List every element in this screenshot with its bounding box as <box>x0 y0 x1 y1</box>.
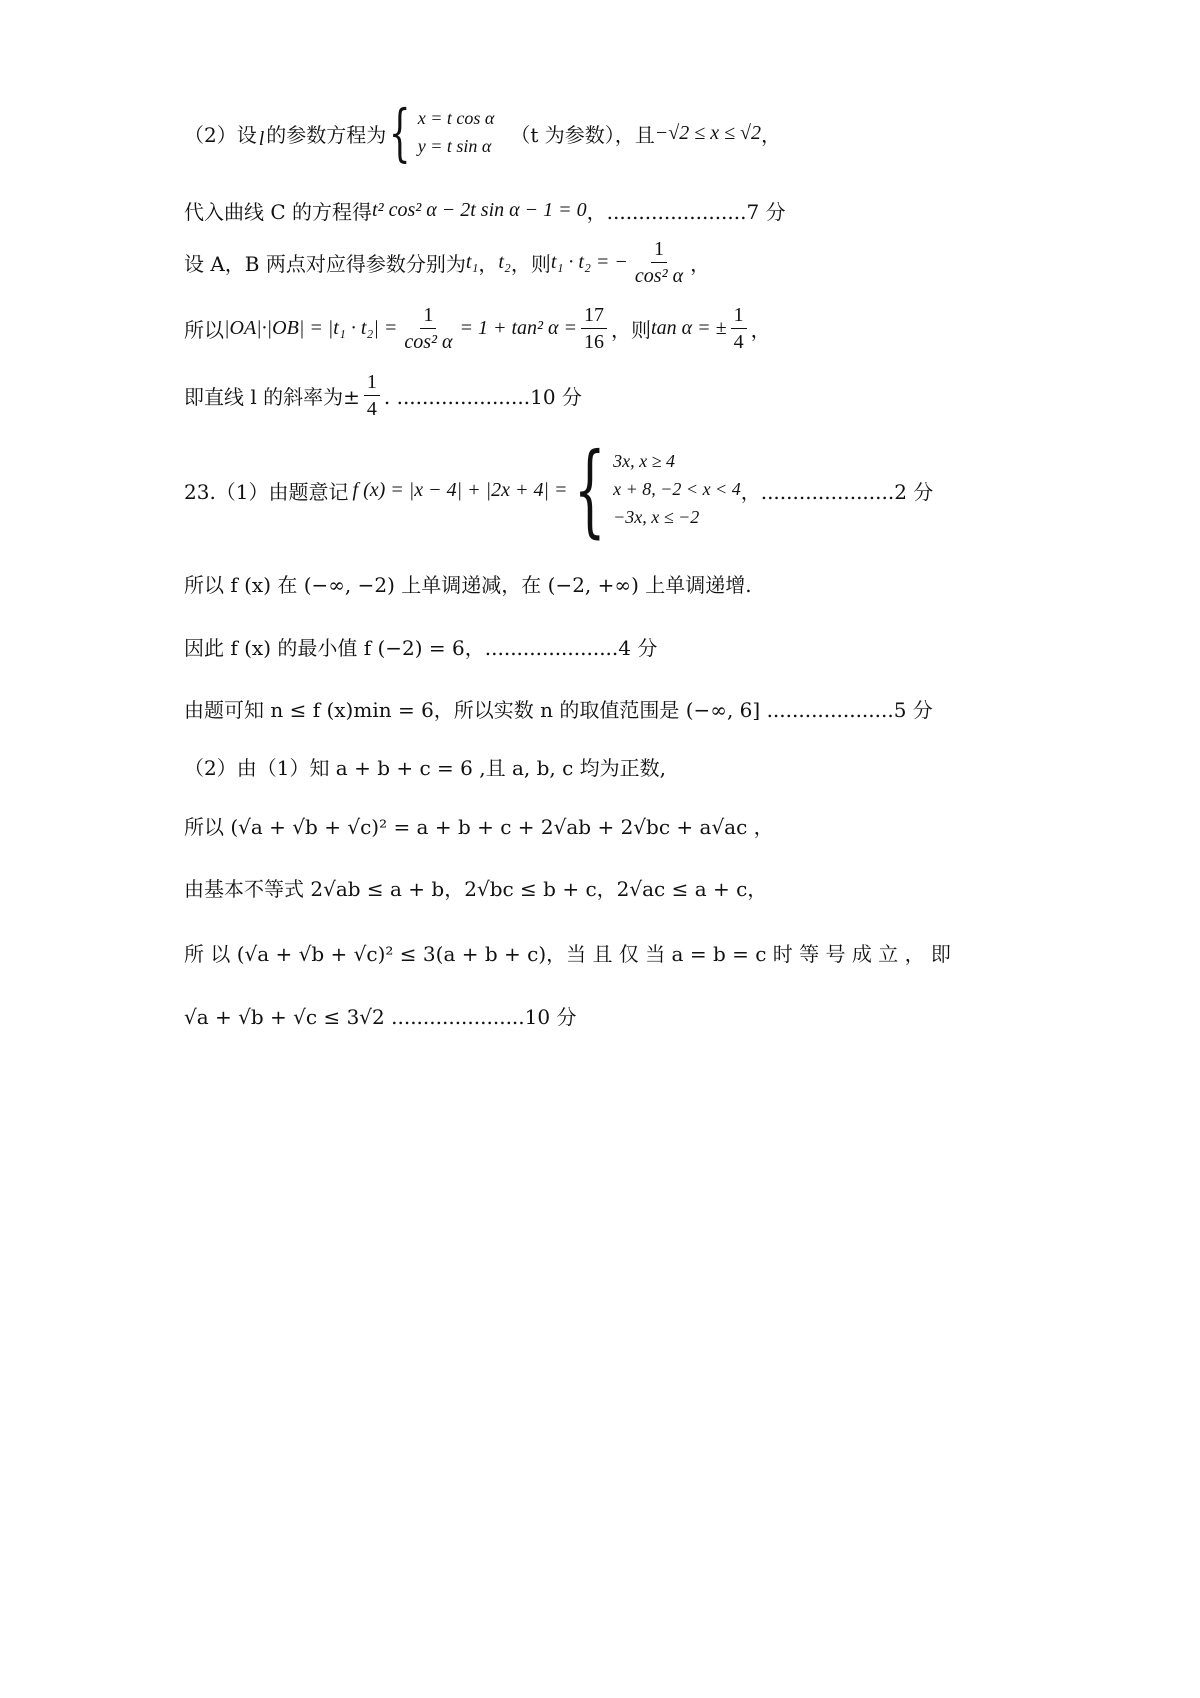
comma: ， <box>690 251 711 276</box>
substitute-equation: t² cos² α − 2t sin α − 1 = 0 <box>372 198 587 221</box>
slope-text: 即直线 l 的斜率为± <box>184 384 360 409</box>
final-text: √a + √b + √c ≤ 3√2 .....................10 分 <box>184 1004 577 1029</box>
oa-fraction-1 <box>401 304 455 353</box>
t1: t₁ <box>465 250 479 273</box>
q23-label: 23.（1）由题意记 <box>184 479 349 504</box>
fraction-denominator: 16 <box>584 330 605 353</box>
fraction-numerator: 1 <box>420 304 436 329</box>
piecewise-cases <box>613 448 741 532</box>
conclusion-text: 所 以 (√a + √b + √c)² ≤ 3(a + b + c)，当 且 仅 当 a = b = c 时 等 号 成 立 ， 即 <box>184 941 951 966</box>
fraction-denominator: cos² α <box>634 264 684 287</box>
tan-value: tan α = ± <box>651 316 727 339</box>
q23-score: ，.....................2 分 <box>740 479 934 504</box>
product-text: 设 A，B 两点对应得参数分别为 <box>184 251 466 276</box>
product-fraction <box>632 238 686 287</box>
q23-function: f (x) = |x − 4| + |2x + 4| = <box>352 478 568 501</box>
inequality-text: 由基本不等式 2√ab ≤ a + b，2√bc ≤ b + c，2√ac ≤ a + c， <box>184 876 768 901</box>
oa-fraction-3 <box>731 304 747 353</box>
square-line <box>184 808 774 842</box>
final-line <box>184 998 576 1032</box>
case-3: −3x, x ≤ −2 <box>613 506 700 527</box>
range-line <box>184 693 933 723</box>
part2-param-line <box>184 96 782 169</box>
fraction-denominator: 4 <box>733 330 744 353</box>
product-line <box>184 232 710 292</box>
minimum-text: 因此 f (x) 的最小值 f (−2) = 6，.....................4 分 <box>184 635 658 660</box>
tan-equation: = 1 + tan² α = <box>459 316 578 339</box>
oa-ob-line <box>184 298 771 358</box>
oa-fraction-2 <box>581 304 607 353</box>
fraction-numerator: 1 <box>731 304 747 329</box>
slope-line <box>184 365 582 425</box>
t2: t₂ <box>498 250 511 273</box>
param-x-eq: x = t cos α <box>417 108 495 129</box>
comma: ， <box>761 122 782 147</box>
then-text: ，则 <box>510 251 551 276</box>
param-note: （t 为参数），且 <box>510 122 655 147</box>
part2b-text: （2）由（1）知 a + b + c = 6 ,且 a, b, c 均为正数, <box>184 755 667 780</box>
case-1: 3x, x ≥ 4 <box>613 451 675 472</box>
param-y-eq: y = t sin α <box>417 136 492 156</box>
monotonic-line <box>184 568 752 598</box>
param-equation-label: 的参数方程为 <box>266 122 387 147</box>
fraction-numerator: 1 <box>364 371 380 396</box>
fraction-denominator: 4 <box>366 397 377 420</box>
q23-piecewise-line <box>184 431 934 548</box>
oa-ob-equation: |OA|·|OB| = |t₁ · t₂| = <box>224 316 398 339</box>
case-2: x + 8, −2 < x < 4 <box>613 479 741 500</box>
range-text: 由题可知 n ≤ f (x)min = 6，所以实数 n 的取值范围是 (−∞, 6] ....................5 分 <box>184 697 933 722</box>
x-range: −√2 ≤ x ≤ √2 <box>654 121 762 144</box>
part2-label: （2）设 <box>184 122 257 147</box>
substitute-line <box>184 195 786 225</box>
fraction-denominator: cos² α <box>404 330 453 353</box>
sep: ， <box>478 251 499 276</box>
param-system <box>418 105 495 161</box>
square-text: 所以 (√a + √b + √c)² = a + b + c + 2√ab + 2√bc + a√ac ， <box>184 814 774 839</box>
substitute-text: 代入曲线 C 的方程得 <box>184 199 373 224</box>
conclusion-line <box>184 935 951 969</box>
minimum-line <box>184 631 657 661</box>
substitute-score: ，......................7 分 <box>586 199 786 224</box>
monotonic-text: 所以 f (x) 在 (−∞, −2) 上单调递减，在 (−2, +∞) 上单调递增. <box>184 572 752 597</box>
comma: ， <box>750 317 771 342</box>
product-equation: t₁ · t₂ = − <box>550 250 628 273</box>
part2b-line <box>184 751 666 781</box>
system-brace: { <box>389 96 411 169</box>
fraction-numerator: 1 <box>651 238 667 263</box>
then-text: ，则 <box>611 317 652 342</box>
line-symbol-l: l <box>258 127 265 150</box>
slope-fraction <box>364 371 380 420</box>
inequality-line <box>184 872 767 902</box>
therefore-text: 所以 <box>184 317 224 342</box>
fraction-numerator: 17 <box>581 304 607 329</box>
piecewise-brace: { <box>573 431 606 548</box>
slope-score: . .....................10 分 <box>383 384 582 409</box>
